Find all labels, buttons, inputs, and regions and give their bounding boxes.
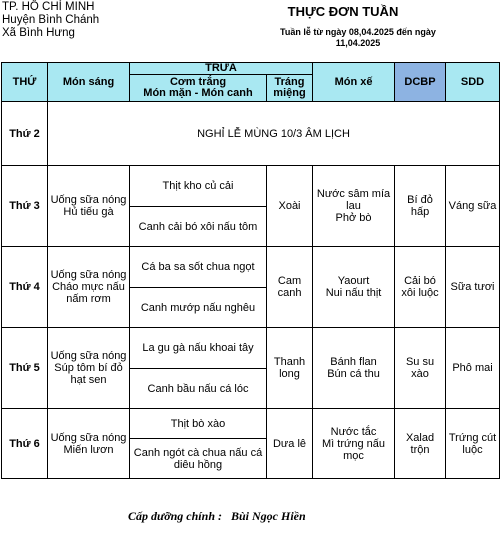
sdd-cell	[446, 328, 500, 409]
col-header-rice-line2: Món mặn - Món canh	[143, 87, 253, 99]
afternoon-line: Bún cá thu	[327, 368, 380, 380]
dcbp-cell	[395, 166, 446, 247]
dcbp-line: Bí đỏ hấp	[407, 194, 433, 218]
dessert-cell	[267, 328, 313, 409]
dcbp-cell	[395, 409, 446, 479]
dessert-line: long	[279, 368, 300, 380]
breakfast-line: nấm rơm	[66, 293, 111, 305]
day-cell: Thứ 2	[2, 102, 48, 166]
table-row-monday	[2, 102, 500, 166]
breakfast-line: Miến lươn	[63, 443, 114, 456]
afternoon-cell	[313, 166, 395, 247]
dcbp-line: xôi luộc	[401, 287, 439, 299]
main-dish-cell: La gu gà nấu khoai tây	[130, 328, 267, 369]
sdd-line: Sữa tươi	[450, 281, 495, 293]
sdd-line: Trứng cút	[448, 431, 497, 444]
afternoon-line: Mì trứng nấu	[322, 437, 386, 450]
breakfast-line: Cháo mực nấu	[52, 281, 125, 293]
day-cell: Thứ 4	[2, 247, 48, 328]
afternoon-line: Nước sâm mía	[316, 188, 391, 200]
dcbp-line: Su su xào	[405, 356, 435, 380]
col-header-lunch: TRƯA	[130, 63, 313, 75]
soup-line: diêu hồng	[173, 458, 223, 471]
afternoon-cell	[313, 409, 395, 479]
col-header-rice-line1: Cơm trắng	[169, 76, 227, 88]
table-row-wednesday	[2, 247, 500, 288]
dessert-line: Thanh	[273, 356, 306, 368]
dessert-cell	[267, 166, 313, 247]
dessert-line: Xoài	[278, 200, 301, 212]
breakfast-line: Uống sữa nóng	[50, 194, 127, 206]
soup-cell: Canh mướp nấu nghêu	[130, 288, 267, 328]
breakfast-cell	[48, 409, 130, 479]
district-label: Huyện Bình Chánh	[2, 14, 100, 26]
dcbp-line: Cải bó	[404, 275, 436, 287]
col-header-breakfast: Món sáng	[48, 63, 130, 102]
chef-name: Bùi Ngọc Hiền	[230, 509, 306, 523]
day-cell: Thứ 6	[2, 409, 48, 479]
col-header-rice	[130, 75, 267, 102]
col-header-dcbp: DCBP	[395, 63, 446, 102]
page-title: THỰC ĐƠN TUẦN	[287, 4, 399, 19]
weekly-menu-table	[1, 62, 500, 479]
afternoon-cell	[313, 247, 395, 328]
soup-cell: Canh cải bó xôi nấu tôm	[130, 207, 267, 247]
sdd-line: Phô mai	[452, 362, 493, 374]
chef-label: Cấp dưỡng chính :	[128, 509, 222, 523]
city-label: TP. HỒ CHÍ MINH	[2, 1, 95, 13]
header-row-1	[2, 63, 500, 75]
col-header-afternoon: Món xế	[313, 63, 395, 102]
afternoon-line: Yaourt	[337, 275, 370, 287]
soup-cell: Canh bầu nấu cá lóc	[130, 369, 267, 409]
dessert-line: canh	[277, 287, 302, 299]
breakfast-cell	[48, 328, 130, 409]
breakfast-cell	[48, 166, 130, 247]
dessert-cell	[267, 247, 313, 328]
afternoon-cell	[313, 328, 395, 409]
afternoon-line: mọc	[343, 449, 364, 462]
main-dish-cell: Thịt bò xào	[130, 409, 267, 439]
sdd-cell	[446, 247, 500, 328]
day-cell: Thứ 5	[2, 328, 48, 409]
breakfast-line: hạt sen	[70, 374, 107, 386]
sdd-line: luộc	[462, 443, 483, 456]
col-header-dessert-line1: Tráng	[274, 76, 305, 88]
col-header-dessert-line2: miệng	[273, 87, 306, 99]
col-header-day: THỨ	[2, 63, 48, 102]
dcbp-line: trộn	[410, 443, 430, 456]
afternoon-line: Phở bò	[335, 212, 372, 224]
dcbp-cell	[395, 328, 446, 409]
commune-label: Xã Bình Hưng	[2, 27, 75, 39]
day-cell: Thứ 3	[2, 166, 48, 247]
main-dish-cell: Thịt kho củ cải	[130, 166, 267, 207]
breakfast-line: Súp tôm bí đỏ	[54, 362, 123, 374]
dcbp-line: Xalad	[405, 431, 435, 444]
soup-line: Canh ngót cà chua nấu cá	[133, 446, 263, 459]
dessert-line: Dưa lê	[272, 437, 307, 450]
week-range-line2: 11,04.2025	[335, 38, 381, 48]
afternoon-line: Bánh flan	[330, 356, 377, 368]
sdd-cell	[446, 409, 500, 479]
dcbp-cell	[395, 247, 446, 328]
chef-signature	[128, 509, 306, 524]
holiday-notice: NGHỈ LỄ MÙNG 10/3 ÂM LỊCH	[48, 102, 500, 166]
sdd-line: Váng sữa	[448, 200, 497, 212]
main-dish-cell: Cá ba sa sốt chua ngọt	[130, 247, 267, 288]
breakfast-line: Uống sữa nóng	[50, 350, 127, 362]
breakfast-line: Hủ tiếu gà	[63, 206, 114, 218]
breakfast-line: Uống sữa nóng	[50, 431, 127, 444]
dessert-line: Cam	[277, 275, 302, 287]
week-range	[272, 27, 444, 49]
col-header-dessert	[267, 75, 313, 102]
school-address	[2, 1, 99, 40]
table-row-thursday	[2, 328, 500, 369]
col-header-sdd: SDD	[446, 63, 500, 102]
breakfast-line: Uống sữa nóng	[50, 269, 127, 281]
dessert-cell	[267, 409, 313, 479]
sdd-cell	[446, 166, 500, 247]
afternoon-line: Nui nấu thịt	[325, 287, 382, 299]
soup-cell	[130, 439, 267, 479]
afternoon-line: lau	[346, 200, 361, 212]
table-row-friday	[2, 409, 500, 439]
table-row-tuesday	[2, 166, 500, 207]
breakfast-cell	[48, 247, 130, 328]
week-range-line1: Tuần lễ từ ngày 08,04.2025 đến ngày	[280, 27, 436, 37]
afternoon-line: Nước tắc	[330, 425, 377, 438]
